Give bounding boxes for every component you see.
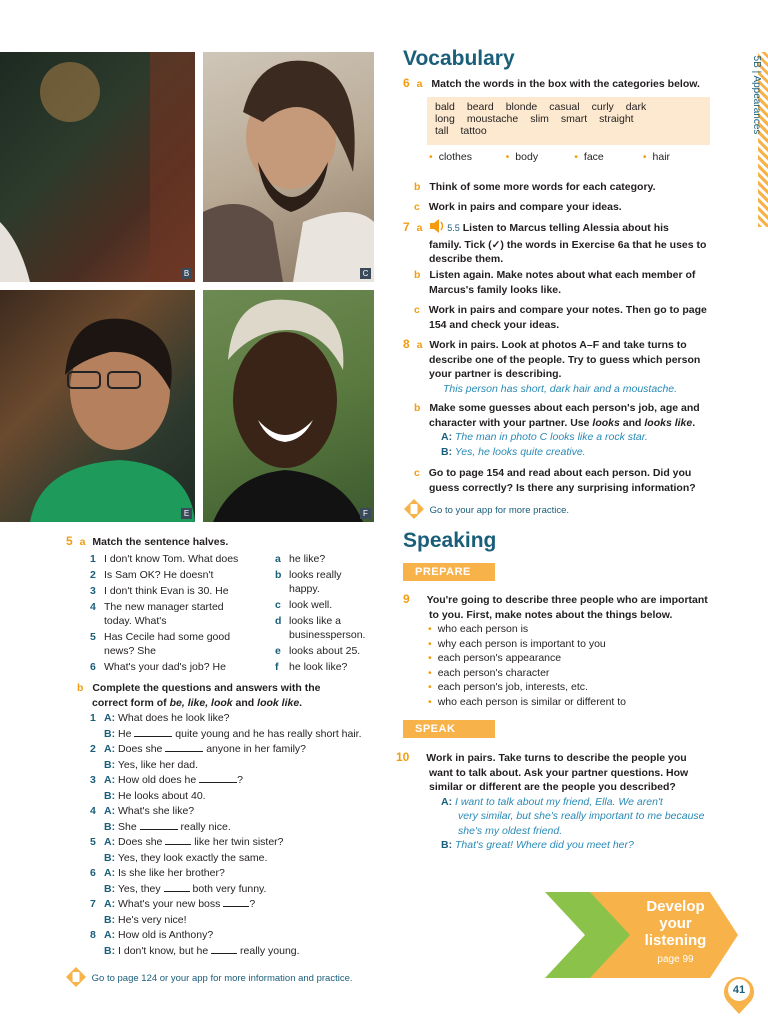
word-box-line1 [435, 101, 702, 113]
half-text: Is Sam OK? He doesn't [104, 569, 214, 581]
photo-f-image [203, 290, 374, 522]
app-icon [404, 499, 424, 522]
half-text-line2: today. What's [104, 615, 167, 627]
half-text: What's your dad's job? He [104, 661, 226, 673]
ex8c [414, 466, 744, 495]
exercise-number: 8 [403, 337, 410, 351]
photo-e [0, 290, 195, 522]
word: beard [466, 101, 494, 113]
answer-blank[interactable] [165, 743, 203, 752]
qa-answer-post: quite young and he has really short hair. [175, 727, 362, 740]
ex6a [403, 76, 743, 92]
speaker-b-label: B: [441, 839, 453, 851]
half-item [275, 644, 385, 658]
qa-question-post: ? [249, 898, 256, 910]
ex8c-line2: guess correctly? Is there any surprising information? [429, 481, 696, 494]
exercise-label: a [79, 536, 86, 548]
qa-question-pre: How old does he [118, 774, 197, 786]
ex6b-instruction: Think of some more words for each category. [429, 181, 656, 193]
photo-f [203, 290, 374, 522]
item-number: 3 [90, 585, 96, 597]
develop-listening-banner[interactable] [540, 890, 740, 980]
qa-answer-post: really nice. [180, 820, 231, 833]
prepare-banner: PREPARE [403, 563, 495, 581]
photo-letter: F [360, 508, 371, 519]
half-text: I don't think Evan is 30. He [104, 585, 229, 597]
ex5b-line2-em2: look like [257, 696, 300, 709]
half-text-line2: businessperson. [289, 629, 366, 641]
ex10-example-a-line1: I want to talk about my friend, Ella. We aren't [455, 795, 663, 808]
ex10 [396, 750, 746, 853]
exercise-label: c [414, 201, 420, 213]
bullet-item: • why each person is important to you [428, 637, 606, 650]
qa-question: Is she like her brother? [118, 867, 225, 879]
qa-question-pre: What's your new boss [118, 898, 221, 910]
exercise-label: a [416, 78, 423, 90]
word-box-line2 [435, 113, 702, 125]
word: curly [591, 101, 614, 113]
answer-blank[interactable] [199, 774, 237, 783]
app-link-vocabulary[interactable] [404, 499, 569, 522]
ex9 [403, 592, 743, 622]
ex5a [66, 534, 366, 550]
photo-letter: B [181, 268, 192, 279]
ex8b-line2-em1: looks [592, 416, 620, 429]
track-number: 5.5 [447, 223, 460, 234]
item-number: 4 [90, 805, 96, 817]
word: slim [530, 113, 549, 125]
ex8b-example-b-text: Yes, he looks quite creative. [454, 445, 586, 458]
speaker-b-label: B: [104, 882, 116, 895]
item-letter: e [275, 645, 281, 657]
speaking-heading: Speaking [403, 529, 497, 552]
bullet-text: each person's character [437, 666, 550, 679]
ex8a-example: This person has short, dark hair and a moustache. [443, 382, 678, 395]
half-item [90, 552, 270, 566]
speaker-b-label: B: [104, 789, 116, 802]
photo-letter: C [360, 268, 371, 279]
ex8b-line2 [429, 417, 695, 429]
speaker-b-label: B: [104, 851, 116, 864]
ex8b-line2-mid: and [619, 416, 645, 429]
app-link-text: Go to your app for more practice. [429, 505, 570, 517]
photo-c-image [203, 52, 374, 282]
halves-left [90, 552, 270, 674]
item-number: 8 [90, 929, 96, 941]
photo-c [203, 52, 374, 282]
exercise-number: 9 [403, 592, 410, 606]
ex5b [77, 681, 377, 710]
ex6b [414, 180, 744, 195]
exercise-number: 10 [396, 750, 410, 764]
ex9-line1: You're going to describe three people who are important [426, 594, 708, 606]
speaker-a-label: A: [104, 774, 116, 786]
ex8b-example-a-text: The man in photo C looks like a rock star. [455, 431, 648, 443]
half-item [90, 584, 270, 598]
qa-answer-pre: He [118, 727, 132, 740]
item-number: 1 [90, 712, 96, 724]
ex5b-line2-post: . [299, 696, 303, 709]
word-box-line3 [435, 125, 702, 137]
qa-question: How old is Anthony? [118, 929, 214, 941]
exercise-label: b [414, 181, 421, 193]
half-text: he look like? [289, 661, 348, 673]
qa-item [90, 928, 380, 944]
bullet-item: • each person's job, interests, etc. [428, 681, 588, 693]
ex7a [403, 219, 743, 267]
half-item [275, 614, 385, 642]
item-number: 2 [90, 569, 96, 581]
half-item [275, 568, 385, 596]
qa-answer-pre: I don't know, but he [118, 944, 209, 957]
half-text-line2: happy. [289, 583, 320, 595]
qa-answer-row [104, 727, 380, 743]
answer-blank[interactable] [140, 821, 178, 830]
half-item [275, 598, 385, 612]
ex10-line3: similar or different are the people you described? [429, 781, 676, 793]
speaker-a-label: A: [441, 431, 453, 443]
page-number: 41 [732, 984, 746, 996]
ex8b-example-a [441, 431, 648, 443]
category: body [515, 151, 539, 163]
ex5b-line2-em: be, like, look [169, 696, 233, 709]
answer-blank[interactable] [211, 945, 237, 954]
item-number: 5 [90, 836, 96, 848]
ex7b-line2: Marcus's family looks like. [429, 283, 562, 296]
bullet-text: who each person is similar or different to [437, 695, 627, 708]
item-letter: c [275, 599, 281, 611]
app-link-text: Go to page 124 or your app for more information and practice. [91, 973, 353, 985]
qa-list [90, 711, 380, 959]
qa-answer: Yes, like her dad. [117, 758, 198, 771]
qa-question-post: anyone in her family? [206, 743, 307, 755]
ex9-line2: to you. First, make notes about the things below. [429, 608, 673, 621]
photo-letter: E [181, 508, 192, 519]
word: smart [560, 113, 588, 125]
half-text: look well. [289, 599, 333, 611]
qa-answer: He looks about 40. [118, 789, 206, 802]
half-text: Has Cecile had some good [104, 631, 231, 643]
qa-answer-row [104, 758, 380, 774]
qa-question: What's she like? [118, 805, 195, 817]
ex7a-line1: Listen to Marcus telling Alessia about his [462, 222, 669, 235]
exercise-number: 6 [403, 76, 410, 90]
speaker-b-label: B: [104, 758, 116, 771]
item-letter: a [275, 553, 281, 565]
half-text: looks about 25. [289, 645, 361, 657]
qa-answer-pre: Yes, they [117, 882, 161, 895]
qa-question-post: ? [237, 774, 243, 786]
photo-b-image [0, 52, 195, 282]
exercise-label: c [414, 467, 420, 479]
photo-e-image [0, 290, 195, 522]
ex10-example-a [441, 796, 663, 808]
half-item [90, 660, 270, 674]
half-item [275, 552, 385, 566]
speaker-a-label: A: [104, 867, 116, 879]
qa-answer-post: really young. [240, 944, 300, 957]
bullet-item: • each person's character [428, 666, 550, 679]
half-text: looks like a [289, 615, 341, 627]
develop-line1: Develop [646, 898, 705, 915]
qa-answer-row [104, 820, 380, 836]
speaker-a-label: A: [104, 805, 116, 817]
half-text: I don't know Tom. What does [104, 553, 239, 565]
ex8b-line1: Make some guesses about each person's job, age and [429, 402, 700, 414]
ex8b-example-b [441, 446, 586, 458]
ex5b-line1: Complete the questions and answers with the [92, 682, 321, 694]
half-item [90, 568, 270, 582]
qa-item [90, 897, 380, 913]
qa-item [90, 835, 380, 851]
exercise-number: 7 [403, 220, 410, 235]
speaker-b-label: B: [104, 727, 116, 740]
word: moustache [466, 113, 519, 125]
ex8a-line2: describe one of the people. Try to guess which person [429, 353, 701, 366]
exercise-label: b [414, 402, 421, 414]
qa-question-post: like her twin sister? [194, 836, 284, 848]
audio-icon[interactable] [428, 219, 444, 238]
item-number: 1 [90, 553, 96, 565]
category: face [583, 151, 604, 163]
bullet-text: each person's job, interests, etc. [437, 681, 588, 693]
item-letter: f [275, 661, 279, 673]
speak-banner: SPEAK [403, 720, 495, 738]
halves-right [275, 552, 385, 674]
speaker-a-label: A: [104, 743, 116, 755]
ex8a-line1: Work in pairs. Look at photos A–F and take turns to [429, 339, 687, 351]
ex10-example-b-line1: That's great! Where did you meet her? [455, 839, 634, 851]
qa-answer-row [104, 789, 380, 805]
develop-text [628, 898, 723, 968]
ex7a-line2: family. Tick (✓) the words in Exercise 6a that he uses to [429, 238, 707, 251]
answer-blank[interactable] [223, 898, 249, 907]
ex8b-line2-post: . [692, 416, 696, 429]
qa-answer-pre: She [118, 820, 137, 833]
half-item [90, 600, 270, 628]
exercise-label: a [416, 222, 423, 235]
ex10-example-a-line3: she's my oldest friend. [458, 824, 563, 837]
qa-answer-row [104, 944, 380, 960]
qa-answer-post: both very funny. [192, 882, 267, 895]
half-item [90, 630, 270, 658]
ex8a [403, 337, 743, 396]
word: blonde [505, 101, 538, 113]
develop-line3: listening [644, 932, 707, 949]
word: tattoo [460, 125, 487, 137]
ex7b-line1: Listen again. Make notes about what each member of [429, 269, 696, 281]
word: dark [625, 101, 647, 113]
develop-line2: your [659, 915, 692, 932]
word-box [427, 97, 710, 145]
qa-answer-row [104, 851, 380, 867]
qa-question: What does he look like? [118, 712, 230, 724]
ex8b [414, 401, 744, 459]
ex5b-line2-mid: and [232, 696, 258, 709]
answer-blank[interactable] [164, 883, 190, 892]
develop-page: page 99 [657, 954, 694, 965]
half-text-line2: news? She [104, 645, 156, 657]
item-number: 6 [90, 661, 96, 673]
page-number-badge [722, 974, 756, 1014]
ex7b [414, 268, 744, 297]
ex7c-line1: Work in pairs and compare your notes. Then go to page [428, 304, 707, 316]
ex10-example-a-line2: very similar, but she's really important to me because [458, 810, 705, 822]
answer-blank[interactable] [134, 728, 172, 737]
ex7c-line2: 154 and check your ideas. [429, 318, 560, 331]
category: hair [652, 151, 671, 163]
ex8a-line3: your partner is describing. [429, 368, 562, 380]
item-number: 7 [90, 898, 96, 910]
qa-answer-row [104, 882, 380, 898]
word: long [435, 113, 455, 125]
qa-item [90, 773, 380, 789]
item-number: 6 [90, 867, 96, 879]
ex7a-line3: describe them. [429, 253, 504, 265]
speaker-a-label: A: [441, 795, 453, 808]
ex7c [414, 303, 744, 332]
exercise-label: a [416, 339, 423, 351]
category: clothes [438, 151, 472, 163]
qa-item [90, 804, 380, 820]
qa-item [90, 866, 380, 882]
bullet-item: • each person's appearance [428, 652, 562, 664]
qa-answer-row [104, 913, 380, 929]
word: straight [599, 113, 634, 125]
qa-item [90, 711, 380, 727]
bullet-item: • who each person is [428, 623, 529, 635]
ex5a-instruction: Match the sentence halves. [92, 536, 229, 548]
exercise-label: b [77, 682, 84, 694]
speaker-a-label: A: [104, 929, 116, 941]
ex10-line2: want to talk about. Ask your partner questions. How [429, 766, 689, 779]
word: bald [435, 101, 455, 113]
ex6c-instruction: Work in pairs and compare your ideas. [428, 201, 622, 213]
ex8b-line2-em2: looks like [644, 416, 693, 429]
speaker-a-label: A: [104, 836, 116, 848]
item-letter: b [275, 569, 282, 581]
qa-answer: Yes, they look exactly the same. [117, 851, 268, 864]
exercise-label: b [414, 269, 421, 281]
qa-answer: He's very nice! [118, 913, 187, 926]
item-number: 3 [90, 774, 96, 786]
half-text: The new manager started [104, 601, 224, 613]
qa-question-pre: Does she [118, 836, 163, 848]
item-letter: d [275, 615, 282, 627]
side-tab-label: 5B | Appearances [751, 55, 762, 135]
ex8c-line1: Go to page 154 and read about each person. Did you [428, 467, 692, 479]
item-number: 5 [90, 631, 96, 643]
ex5b-line2 [92, 697, 302, 709]
half-text: looks really [289, 569, 342, 581]
qa-item [90, 742, 380, 758]
vocabulary-heading: Vocabulary [403, 47, 515, 70]
item-number: 2 [90, 743, 96, 755]
bullet-item: • who each person is similar or different to [428, 695, 627, 708]
ex6a-instruction: Match the words in the box with the categories below. [431, 78, 700, 90]
speaker-a-label: A: [104, 712, 116, 724]
exercise-label: c [414, 304, 420, 316]
word: tall [435, 125, 449, 137]
categories: • clothes • body • face • hair [429, 151, 671, 163]
speaker-b-label: B: [441, 445, 453, 458]
ex10-line1: Work in pairs. Take turns to describe the people you [426, 752, 687, 764]
ex6c [414, 200, 744, 215]
ex5b-line2-pre: correct form of [92, 696, 170, 709]
speaker-b-label: B: [104, 944, 116, 957]
bullet-text: who each person is [437, 623, 529, 635]
speaker-a-label: A: [104, 898, 116, 910]
speaker-b-label: B: [104, 820, 116, 833]
ex9-bullets [428, 622, 728, 709]
item-number: 4 [90, 601, 96, 613]
half-item [275, 660, 385, 674]
photo-b [0, 52, 195, 282]
bullet-text: why each person is important to you [437, 637, 606, 650]
ex10-example-b [441, 839, 634, 851]
answer-blank[interactable] [165, 836, 191, 845]
ex8b-line2-pre: character with your partner. Use [429, 416, 593, 429]
app-link-grammar[interactable] [66, 967, 353, 990]
exercise-number: 5 [66, 534, 73, 548]
half-text: he like? [289, 553, 326, 565]
word: casual [549, 101, 580, 113]
app-icon [66, 967, 86, 990]
bullet-text: each person's appearance [437, 652, 562, 664]
speaker-b-label: B: [104, 913, 116, 926]
qa-question-pre: Does she [118, 743, 163, 755]
